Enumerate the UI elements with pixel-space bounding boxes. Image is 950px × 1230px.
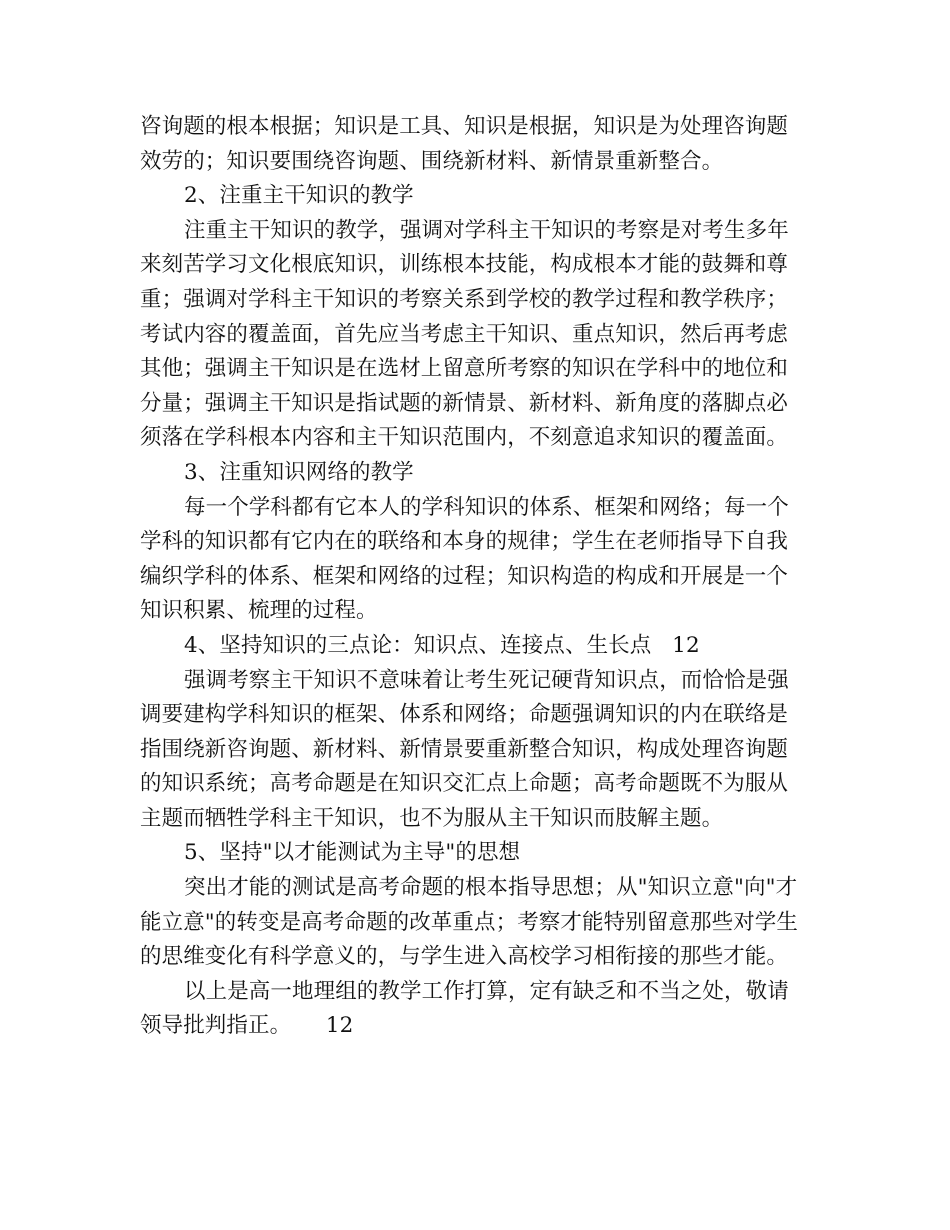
- text-line: 强调考察主干知识不意味着让考生死记硬背知识点，而恰恰是强: [184, 667, 789, 693]
- document-page: [140, 110, 812, 1044]
- text-line: 咨询题的根本根据；知识是工具、知识是根据，知识是为处理咨询题: [140, 114, 789, 139]
- text-line: 领导批判指正。 12: [140, 1013, 354, 1039]
- text-line: 能立意"的转变是高考命题的改革重点；考察才能特别留意那些对学生: [140, 909, 798, 935]
- text-line: 重；强调对学科主干知识的考察关系到学校的教学过程和教学秩序；: [140, 286, 789, 312]
- text-line: 的思维变化有科学意义的，与学生进入高校学习相衔接的那些才能。: [140, 944, 789, 970]
- text-line: 其他；强调主干知识是在选材上留意所考察的知识在学科中的地位和: [140, 356, 789, 382]
- text-line: 指围绕新咨询题、新材料、新情景要重新整合知识，构成处理咨询题: [140, 736, 789, 762]
- text-line: 编织学科的体系、框架和网络的过程；知识构造的构成和开展是一个: [140, 563, 789, 589]
- text-line: 突出才能的测试是高考命题的根本指导思想；从"知识立意"向"才: [184, 875, 798, 901]
- text-line: 分量；强调主干知识是指试题的新情景、新材料、新角度的落脚点必: [140, 390, 789, 416]
- text-line: 调要建构学科知识的框架、体系和网络；命题强调知识的内在联络是: [140, 702, 789, 728]
- text-line: 以上是高一地理组的教学工作打算，定有缺乏和不当之处，敬请: [184, 978, 789, 1004]
- text-line: 每一个学科都有它本人的学科知识的体系、框架和网络；每一个: [184, 494, 789, 520]
- text-line: 学科的知识都有它内在的联络和本身的规律；学生在老师指导下自我: [140, 529, 789, 555]
- section-heading: 2、注重主干知识的教学: [184, 183, 414, 209]
- text-line: 主题而牺牲学科主干知识，也不为服从主干知识而肢解主题。: [140, 805, 724, 831]
- text-line: 效劳的；知识要围绕咨询题、围绕新材料、新情景重新整合。: [140, 148, 724, 174]
- text-line: 注重主干知识的教学，强调对学科主干知识的考察是对考生多年: [184, 217, 789, 243]
- section-heading: 5、坚持"以才能测试为主导"的思想: [184, 840, 521, 866]
- text-line: 须落在学科根本内容和主干知识范围内，不刻意追求知识的覆盖面。: [140, 425, 789, 451]
- text-line: 来刻苦学习文化根底知识，训练根本技能，构成根本才能的鼓舞和尊: [140, 252, 789, 278]
- text-line: 知识积累、梳理的过程。: [140, 598, 378, 624]
- text-line: 考试内容的覆盖面，首先应当考虑主干知识、重点知识，然后再考虑: [140, 321, 789, 347]
- text-line: 的知识系统；高考命题是在知识交汇点上命题；高考命题既不为服从: [140, 771, 789, 797]
- section-heading: 3、注重知识网络的教学: [184, 459, 414, 485]
- section-heading: 4、坚持知识的三点论：知识点、连接点、生长点 12: [184, 632, 700, 658]
